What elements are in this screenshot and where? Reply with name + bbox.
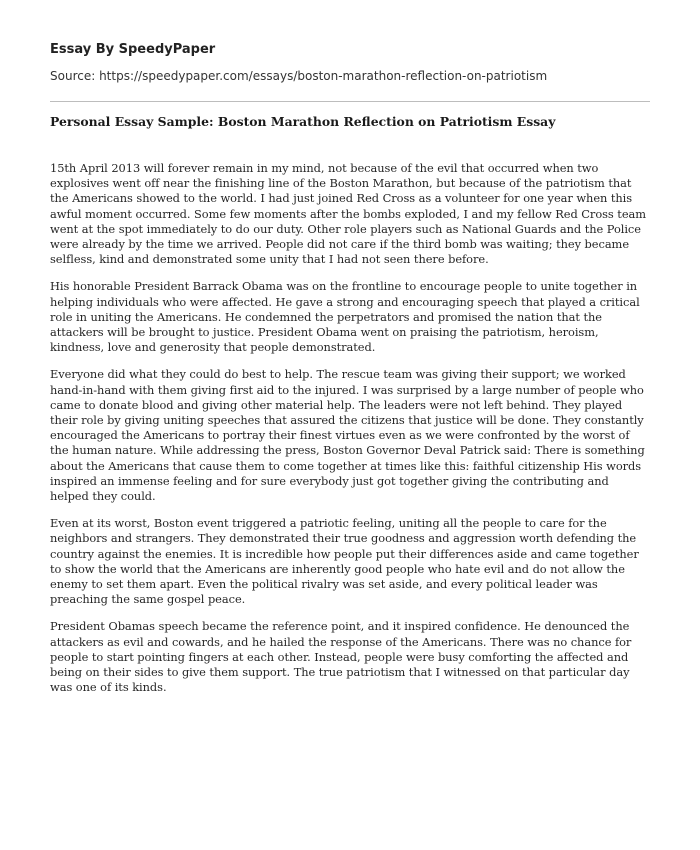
essay-paragraph-3: Everyone did what they could do best to help. The rescue team was giving their support; we worked hand-in-hand with them giving first aid to the injured. I was surprised by a large number of people who came to donate blood and giving other material help. The leaders were not left behind. They played their role by giving uniting speeches that assured the citizens that justice will be done. They constantly encouraged the Americans to portray their finest virtues even as we were confronted by the worst of the human nature. While addressing the press, Boston Governor Deval Patrick said: There is something about the Americans that cause them to come together at times like this: faithful citizenship His words inspired an immense feeling and for sure everybody just got together giving the contributing and helped they could. xyxy=(50,367,645,504)
essay-body xyxy=(50,161,650,696)
source-line: Source: https://speedypaper.com/essays/boston-marathon-reflection-on-patriotism xyxy=(50,69,548,83)
essay-paragraph-4: Even at its worst, Boston event triggered a patriotic feeling, uniting all the people to care for the neighbors and strangers. They demonstrated their true goodness and aggression worth defending the country against the enemies. It is incredible how people put their differences aside and came together to show the world that the Americans are inherently good people who hate evil and do not allow the enemy to set them apart. Even the political rivalry was set aside, and every political leader was preaching the same gospel peace. xyxy=(50,516,639,607)
essay-paragraph-2: His honorable President Barrack Obama was on the frontline to encourage people to unite together in helping individuals who were affected. He gave a strong and encouraging speech that played a critical role in uniting the Americans. He condemned the perpetrators and promised the nation that the attackers will be brought to justice. President Obama went on praising the patriotism, heroism, kindness, love and generosity that people demonstrated. xyxy=(50,279,640,355)
essay-title: Personal Essay Sample: Boston Marathon Reflection on Patriotism Essay xyxy=(50,114,556,129)
header-divider xyxy=(50,101,650,102)
brand-heading: Essay By SpeedyPaper xyxy=(50,42,216,57)
essay-paragraph-1: 15th April 2013 will forever remain in my mind, not because of the evil that occurred when two explosives went off near the finishing line of the Boston Marathon, but because of the patriotism that the Americans showed to the world. I had just joined Red Cross as a volunteer for one year when this awful moment occurred. Some few moments after the bombs exploded, I and my fellow Red Cross team went at the spot immediately to do our duty. Other role players such as National Guards and the Police were already by the time we arrived. People did not care if the third bomb was waiting; they became selfless, kind and demonstrated some unity that I had not seen there before. xyxy=(50,161,646,267)
essay-paragraph-5: President Obamas speech became the reference point, and it inspired confidence. He denounced the attackers as evil and cowards, and he hailed the response of the Americans. There was no chance for people to start pointing fingers at each other. Instead, people were busy comforting the affected and being on their sides to give them support. The true patriotism that I witnessed on that particular day was one of its kinds. xyxy=(50,619,632,695)
